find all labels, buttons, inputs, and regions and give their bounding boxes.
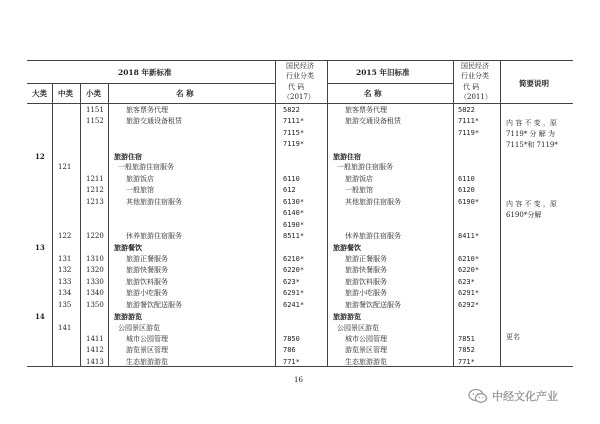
- mid-class: 134: [58, 289, 72, 298]
- header-code-old-l4: （2011）: [460, 93, 492, 101]
- code-old: 7111*: [458, 117, 480, 126]
- name-new: 旅游交通设备租赁: [126, 117, 182, 126]
- name-new: 旅游小吃服务: [126, 289, 168, 298]
- header-code-new-l1: 国民经济: [286, 62, 314, 70]
- name-old: 旅游快餐服务: [345, 266, 387, 275]
- code-new: 786: [283, 346, 296, 355]
- minor-class: 1211: [86, 174, 104, 183]
- major-class: 12: [35, 151, 45, 161]
- name-old: 旅游游览: [333, 312, 361, 322]
- wechat-icon: [468, 388, 488, 404]
- name-old: 其他旅游住宿服务: [345, 197, 401, 206]
- note-2-line-1: 内 容 不 变 ，原: [506, 200, 557, 208]
- name-new: 旅游餐饮: [114, 243, 142, 253]
- note-3: 更名: [506, 333, 520, 341]
- code-old: 771*: [458, 357, 475, 366]
- code-old: 6292*: [458, 300, 480, 309]
- mid-class: 135: [58, 300, 72, 309]
- code-old: 5822: [458, 106, 475, 114]
- col-rule-code-old-right: [500, 60, 501, 366]
- code-old: 7851: [458, 335, 475, 343]
- name-new: 生态旅游游览: [126, 357, 168, 366]
- name-old: 一般旅馆: [345, 186, 373, 195]
- note-1-line-3: 7115*和 7119*: [506, 141, 558, 149]
- code-old: 6120: [458, 186, 475, 195]
- name-old: 旅游住宿: [333, 151, 361, 161]
- header-new-standard: 2018 年新标准: [118, 68, 172, 77]
- minor-class: 1411: [86, 335, 104, 343]
- name-new: 旅游餐饮配送服务: [126, 300, 182, 309]
- code-old: 6210*: [458, 254, 480, 263]
- code-old: 6110: [458, 174, 475, 183]
- name-new: 旅游快餐服务: [126, 266, 168, 275]
- code-old: 7852: [458, 346, 475, 355]
- header-code-old-l1: 国民经济: [461, 62, 489, 70]
- col-rule-code-new-right: [327, 60, 328, 366]
- minor-class: 1212: [86, 186, 104, 195]
- name-old: 旅游正餐服务: [345, 254, 387, 263]
- minor-class: 1412: [86, 346, 104, 355]
- name-old: 城市公园管理: [345, 335, 387, 343]
- name-old: 一般旅游住宿服务: [337, 163, 393, 172]
- minor-class: 1413: [86, 357, 104, 366]
- name-old: 旅游饮料服务: [345, 277, 387, 286]
- note-1-line-2: 7119* 分 解 为: [506, 130, 555, 138]
- header-name-old: 名 称: [364, 89, 382, 98]
- minor-class: 1213: [86, 197, 104, 206]
- header-code-new-l3: 代 码: [288, 83, 305, 91]
- code-new: 623*: [283, 277, 300, 286]
- code-new: 7850: [283, 335, 300, 343]
- code-old: 6220*: [458, 266, 480, 275]
- code-old: 6291*: [458, 289, 480, 298]
- minor-class: 1151: [86, 106, 104, 114]
- minor-class: 1220: [86, 231, 104, 240]
- code-new: 6291*: [283, 289, 305, 298]
- name-old: 旅游交通设备租赁: [345, 117, 401, 126]
- code-old: 623*: [458, 277, 475, 286]
- code-new: 7115*: [283, 128, 305, 137]
- header-code-old-l3: 代 码: [463, 83, 480, 91]
- name-new: 旅游正餐服务: [126, 254, 168, 263]
- col-rule-code-new-left: [275, 60, 276, 366]
- header-split-rule: [27, 83, 275, 84]
- header-code-new-l2: 行业分类: [286, 72, 314, 80]
- name-new: 公园景区游览: [118, 323, 160, 332]
- name-old: 旅游饭店: [345, 174, 373, 183]
- name-old: 旅游餐饮配送服务: [345, 300, 401, 309]
- code-new: 6130*: [283, 197, 305, 206]
- code-old: 8411*: [458, 231, 480, 240]
- mid-class: 122: [58, 231, 72, 240]
- name-new: 旅游住宿: [114, 151, 142, 161]
- name-new: 旅游饮料服务: [126, 277, 168, 286]
- minor-class: 1320: [86, 266, 104, 275]
- header-old-standard: 2015 年旧标准: [356, 68, 410, 77]
- watermark: [468, 388, 558, 404]
- minor-class: 1330: [86, 277, 104, 286]
- code-new: 5822: [283, 106, 300, 114]
- header-major: 大类: [32, 89, 47, 98]
- header-name-new: 名 称: [176, 89, 194, 98]
- note-2-line-2: 6190*分解: [506, 211, 542, 219]
- name-old: 游览景区管理: [345, 346, 387, 355]
- watermark-text: 中经文化产业: [492, 390, 558, 403]
- major-class: 14: [35, 312, 45, 322]
- name-new: 城市公园管理: [126, 335, 168, 343]
- mid-class: 131: [58, 254, 72, 263]
- minor-class: 1152: [86, 117, 104, 126]
- code-new: 6140*: [283, 209, 305, 218]
- header-mid: 中类: [58, 89, 73, 98]
- minor-class: 1310: [86, 254, 104, 263]
- code-new: 6220*: [283, 266, 305, 275]
- code-new: 8511*: [283, 231, 305, 240]
- header-code-old-l2: 行业分类: [461, 72, 489, 80]
- col-rule-minor-name: [108, 83, 109, 366]
- name-new: 一般旅游住宿服务: [118, 163, 174, 172]
- name-new: 旅游游览: [114, 312, 142, 322]
- code-new: 6190*: [283, 220, 305, 229]
- code-old: 6190*: [458, 197, 480, 206]
- code-new: 771*: [283, 357, 300, 366]
- code-new: 7119*: [283, 140, 305, 149]
- header-note: 简要说明: [519, 79, 549, 88]
- name-old: 旅游小吃服务: [345, 289, 387, 298]
- name-new: 旅客票务代理: [126, 106, 168, 114]
- name-new: 其他旅游住宿服务: [126, 197, 182, 206]
- name-old: 旅客票务代理: [345, 106, 387, 114]
- minor-class: 1340: [86, 289, 104, 298]
- header-minor: 小类: [86, 89, 101, 98]
- col-rule-code-old-left: [453, 60, 454, 366]
- header-code-new-l4: （2017）: [283, 93, 315, 101]
- note-1-line-1: 内 容 不 变 ，原: [506, 119, 557, 127]
- table-bottom-rule: [27, 366, 573, 367]
- name-new: 游览景区管理: [126, 346, 168, 355]
- name-old: 公园景区游览: [337, 323, 379, 332]
- code-new: 6110: [283, 174, 300, 183]
- col-rule-major-mid: [52, 83, 53, 366]
- mid-class: 133: [58, 277, 72, 286]
- code-new: 612: [283, 186, 296, 195]
- col-rule-mid-minor: [80, 83, 81, 366]
- header-split-rule-old: [327, 83, 453, 84]
- major-class: 13: [35, 243, 45, 253]
- name-new: 一般旅馆: [126, 186, 154, 195]
- code-old: 7119*: [458, 128, 480, 137]
- mid-class: 132: [58, 266, 72, 275]
- name-old: 休养旅游住宿服务: [345, 231, 401, 240]
- name-old: 生态旅游游览: [345, 357, 387, 366]
- code-new: 6210*: [283, 254, 305, 263]
- name-new: 休养旅游住宿服务: [126, 231, 182, 240]
- name-new: 旅游饭店: [126, 174, 154, 183]
- code-new: 6241*: [283, 300, 305, 309]
- minor-class: 1350: [86, 300, 104, 309]
- code-new: 7111*: [283, 117, 305, 126]
- table-top-rule: [27, 60, 573, 61]
- mid-class: 121: [58, 163, 72, 172]
- page-number: 16: [294, 376, 303, 384]
- mid-class: 141: [58, 323, 72, 332]
- name-old: 旅游餐饮: [333, 243, 361, 253]
